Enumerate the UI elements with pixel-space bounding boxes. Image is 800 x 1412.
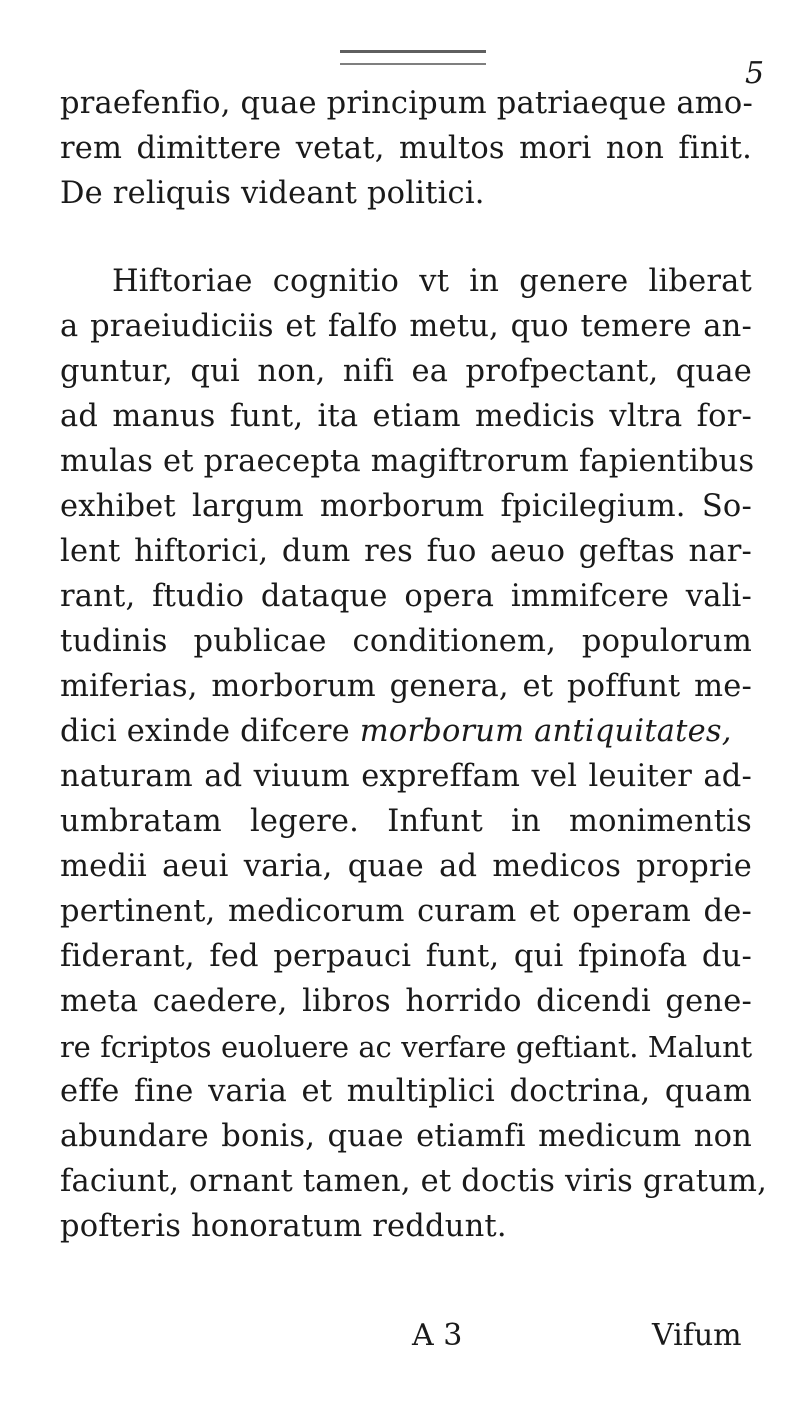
text-line: fiderant, fed perpauci funt, qui fpinofa du-: [60, 939, 752, 974]
text-run: dici exinde difcere: [60, 714, 360, 749]
text-line: medii aeui varia, quae ad medicos proprie: [60, 849, 752, 884]
text-line: [60, 710, 752, 754]
header-ornament-rule: [340, 50, 486, 65]
text-line: guntur, qui non, nifi ea profpectant, quae: [60, 354, 752, 389]
text-line: abundare bonis, quae etiamfi medicum non: [60, 1119, 752, 1154]
text-line: pofteris honoratum reddunt.: [60, 1209, 507, 1244]
text-line: rant, ftudio dataque opera immifcere vali-: [60, 579, 752, 614]
text-line: mulas et praecepta magiftrorum fapientibus: [60, 444, 755, 479]
text-line: Hiftoriae cognitio vt in genere liberat: [112, 264, 752, 299]
text-line: rem dimittere vetat, multos mori non finit.: [60, 131, 752, 166]
catchword: Vifum: [652, 1318, 742, 1353]
text-line: meta caedere, libros horrido dicendi gene-: [60, 984, 752, 1019]
text-line: re fcriptos euoluere ac verfare geftiant. Malunt: [60, 1030, 752, 1064]
text-line: effe fine varia et multiplici doctrina, quam: [60, 1074, 752, 1109]
text-line: umbratam legere. Infunt in monimentis: [60, 804, 752, 839]
text-line: praefenfio, quae principum patriaeque amo-: [60, 86, 753, 121]
text-line: exhibet largum morborum fpicilegium. So-: [60, 489, 752, 524]
text-line: pertinent, medicorum curam et operam de-: [60, 894, 752, 929]
text-line: a praeiudiciis et falfo metu, quo temere an-: [60, 309, 752, 344]
page-number: 5: [745, 56, 765, 91]
italic-phrase: morborum antiquitates,: [359, 714, 732, 749]
signature-mark: A 3: [412, 1318, 463, 1353]
text-line: ad manus funt, ita etiam medicis vltra for-: [60, 399, 752, 434]
text-line: faciunt, ornant tamen, et doctis viris gratum,: [60, 1164, 768, 1199]
text-line: naturam ad viuum expreffam vel leuiter ad-: [60, 759, 752, 794]
text-line: lent hiftorici, dum res fuo aeuo geftas nar-: [60, 534, 752, 569]
text-line: De reliquis videant politici.: [60, 176, 485, 211]
text-line: tudinis publicae conditionem, populorum: [60, 624, 752, 659]
text-line: miferias, morborum genera, et poffunt me-: [60, 669, 752, 704]
